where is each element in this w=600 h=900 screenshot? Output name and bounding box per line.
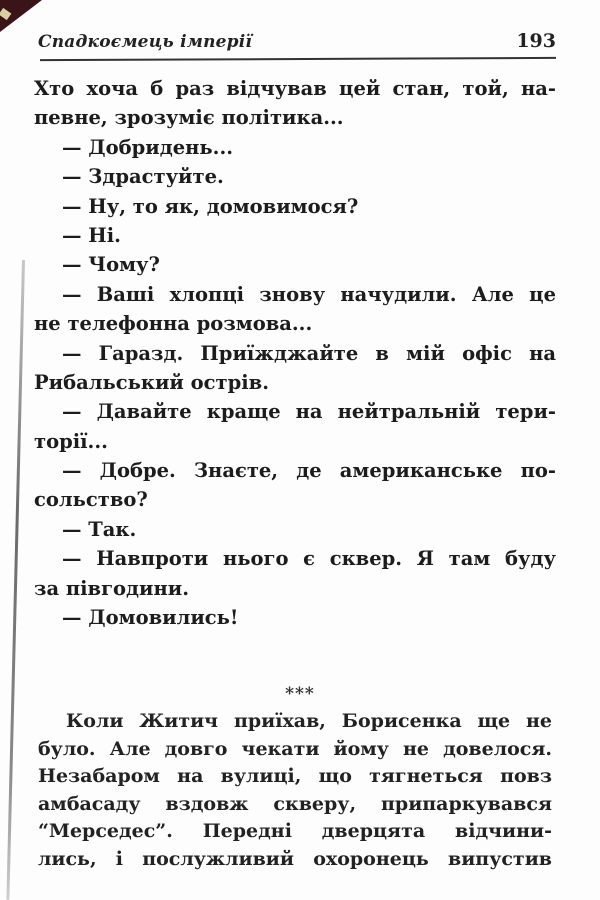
text-line: за півгодини. xyxy=(34,576,190,600)
dialogue-line: — Ваші хлопці знову начудили. Але це xyxy=(62,282,556,306)
dialogue-line: — Навпроти нього є сквер. Я там буду xyxy=(62,547,556,571)
text-line: було. Але довго чекати йому не довелося. xyxy=(38,737,552,760)
text-line: Коли Житич приїхав, Борисенка ще не xyxy=(66,710,552,732)
dialogue-line: — Добре. Знаєте, де американське по- xyxy=(62,459,556,483)
section-separator: *** xyxy=(285,684,315,704)
dialogue-line: — Ні. xyxy=(62,223,121,247)
dialogue-line: — Чому? xyxy=(62,253,160,277)
running-title: Спадкоємець імперії xyxy=(38,32,253,52)
text-line: сольство? xyxy=(34,488,148,512)
text-line: певне, зрозуміє політика... xyxy=(34,106,344,130)
page-number: 193 xyxy=(516,30,556,52)
narrative-section xyxy=(38,708,552,873)
dialogue-section xyxy=(34,74,556,632)
text-line: Незабаром на вулиці, що тягнеться повз xyxy=(38,765,552,787)
dialogue-line: — Здрастуйте. xyxy=(62,165,224,189)
dialogue-line: — Так. xyxy=(62,517,137,541)
text-line: торії... xyxy=(34,429,108,453)
text-line: Хто хоча б раз відчував цей стан, той, на- xyxy=(34,77,556,100)
text-line: Рибальський острів. xyxy=(34,370,269,394)
dialogue-line: — Давайте краще на нейтральній тери- xyxy=(62,400,556,424)
dialogue-line: — Гаразд. Приїжджайте в мій офіс на xyxy=(62,341,556,365)
text-line: не телефонна розмова... xyxy=(34,312,313,336)
adjacent-page-edge xyxy=(6,260,25,900)
dialogue-line: — Добридень... xyxy=(62,135,234,159)
dialogue-line: — Ну, то як, домовимося? xyxy=(62,194,359,218)
dialogue-line: — Домовились! xyxy=(62,606,239,630)
text-line: амбасаду вздовж скверу, припаркувався xyxy=(38,792,552,815)
text-line: лись, і послужливий охоронець випустив xyxy=(38,847,552,870)
text-line: “Мерседес”. Передні дверцята відчини- xyxy=(38,820,552,842)
page-header xyxy=(38,30,556,58)
